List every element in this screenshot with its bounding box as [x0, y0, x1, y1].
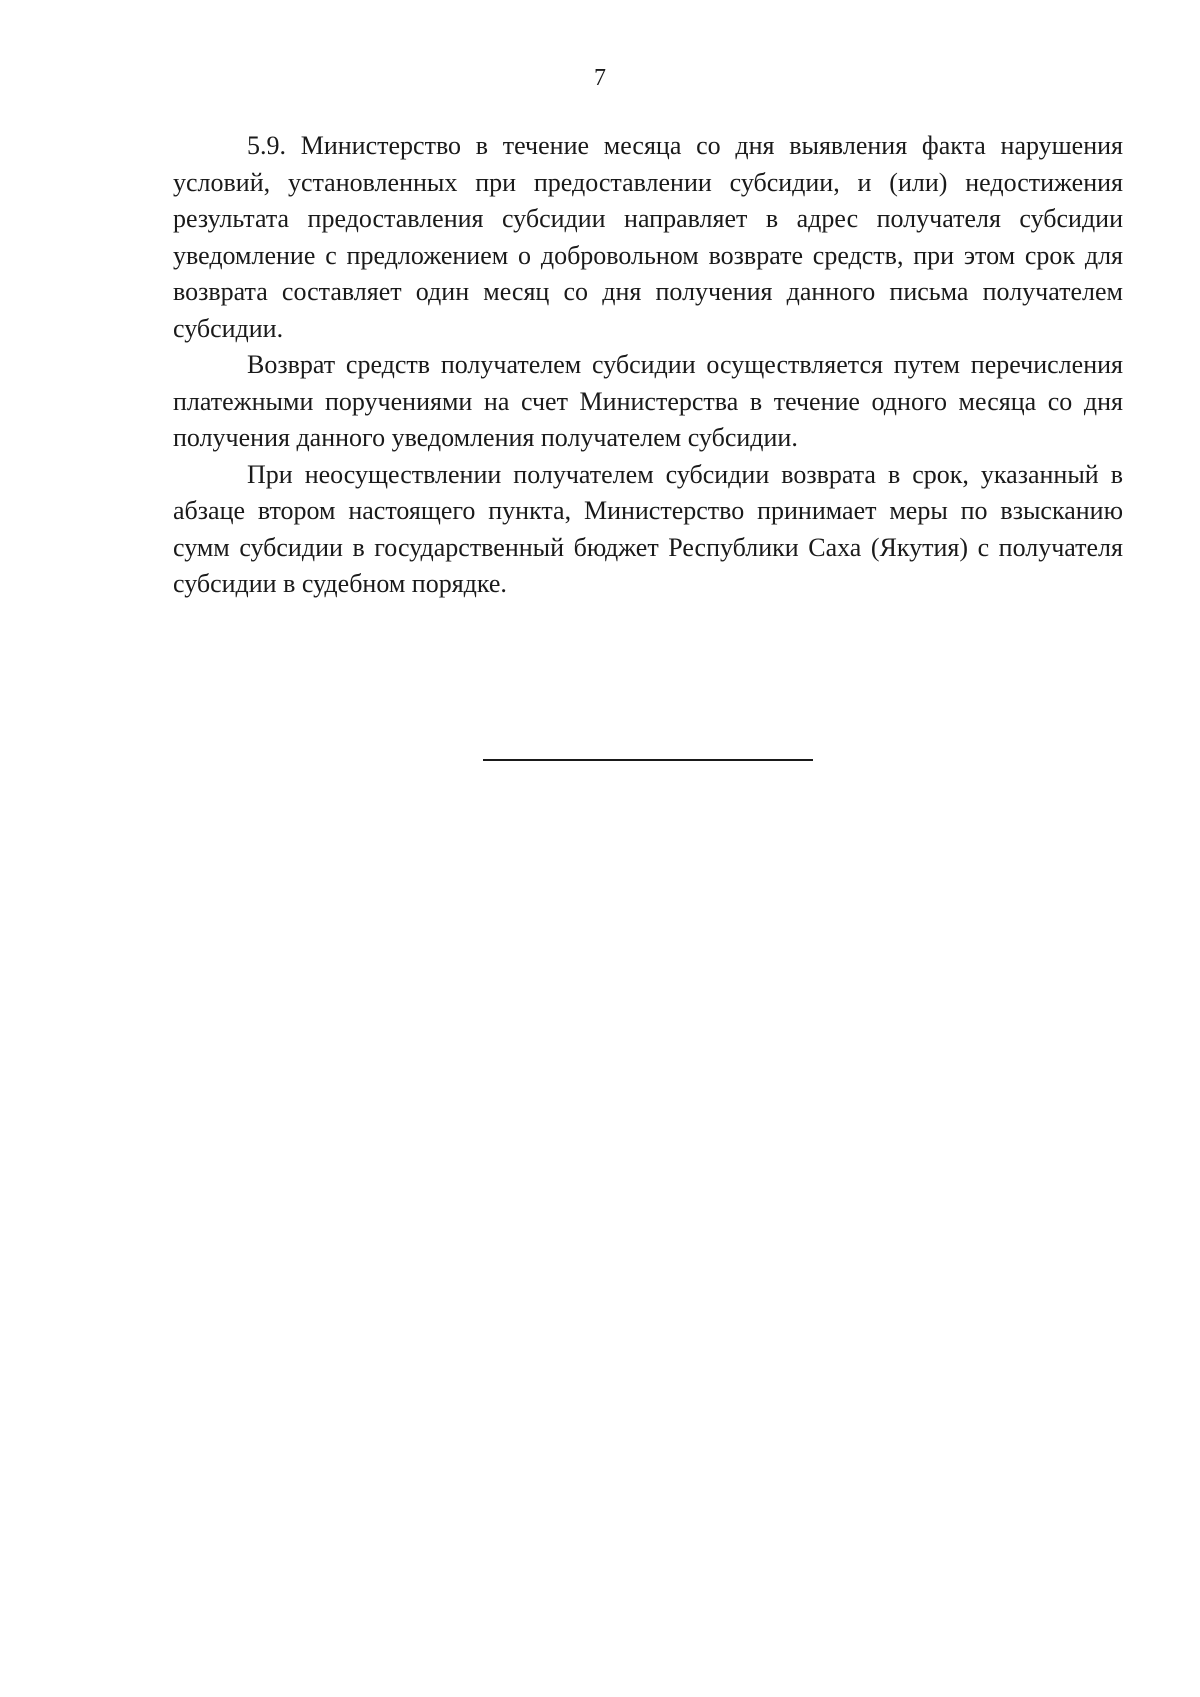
end-separator-line	[483, 759, 813, 761]
paragraph-5-9: 5.9. Министерство в течение месяца со дня выявления факта нарушения условий, установленных при предоставлении субсидии, и (или) недостижения результата предоставления субсидии направляет в адрес получателя субсидии уведомление с предложением о добровольном возврате средств, при этом срок для возврата составляет один месяц со дня получения данного письма получателем субсидии.	[173, 131, 1123, 343]
paragraph-recovery-measures: При неосуществлении получателем субсидии возврата в срок, указанный в абзаце втором настоящего пункта, Министерство принимает меры по взысканию сумм субсидии в государственный бюджет Республики Саха (Якутия) с получателя субсидии в судебном порядке.	[173, 459, 1123, 598]
paragraph-refund-procedure: Возврат средств получателем субсидии осуществляется путем перечисления платежными поручениями на счет Министерства в течение одного месяца со дня получения данного уведомления получателем субсидии.	[173, 350, 1123, 452]
document-body	[173, 128, 1123, 603]
page-number: 7	[594, 65, 606, 91]
